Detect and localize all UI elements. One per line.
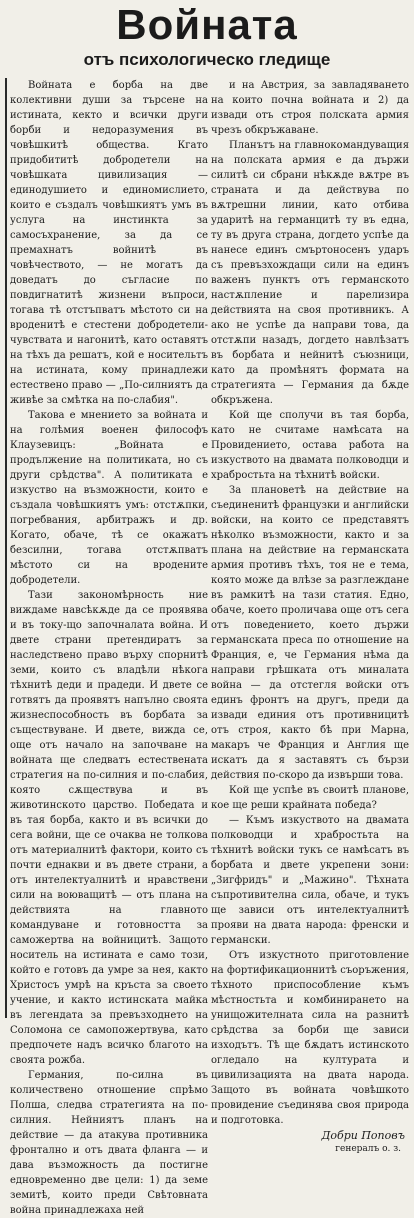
paragraph: Планътъ на главнокомандуващия на полската армия е да държи силитѣ си сбрани нѣкѫде вѫтре въ страната и да действува по вѫтрешни линии, като отбива ударитѣ на германцитѣ ту въ една, ту въ друга страна, догдето успѣе да нанесе единъ смъртоносенъ ударъ съ превъзхождащи сили на единъ важенъ пунктъ отъ германското настѫпление и парелизира действията на своя противникъ. А ако не успѣе да направи това, да отстѫпи назадъ, догдето навлѣзатъ въ борбата и нейнитѣ съюзници, като да промѣнятъ формата на стратегията — Германия да бѫде обкръжена. xyxy=(211,140,409,406)
paragraph: Германия, по-силна въ количествено отношение спрѣмо Полша, следва стратегията на по-силния. Нейниятъ планъ на действие — да атакува противника фронтално и отъ двата фланга — и дава възможность да постигне едновременно две цели: 1) да земе земитѣ, които преди Свѣтовната война принадлежаха ней xyxy=(10,1070,208,1216)
paragraph: и на Австрия, за завладяването на които почна войната и 2) да извади отъ строя полската армия чрезъ обкръжаване. xyxy=(211,80,409,136)
column-rule xyxy=(5,78,7,1018)
paragraph: За плановетѣ на действие на съединенитѣ французки и английски войски, на които се представятъ нѣколко възможности, както и за плана на действие на германската армия противъ тѣхъ, тоя не е тема, която може да влѣзе за разглеждане въ рамкитѣ на тази статия. Едно, обаче, което проличава още отъ сега отъ поведението, което държи германската преса по отношение на Франция, е, че Германия нѣма да направи грѣшката отъ миналата война — да отстегля войски отъ единъ фронтъ на другъ, преди да извади единия отъ противницитѣ отъ строя, както бѣ при Марна, макаръ че Франция и Англия ще искатъ да я заставятъ съ бързи действия по-скоро да извърши това. xyxy=(211,485,409,781)
right-column xyxy=(211,78,409,1154)
paragraph: Тази закономѣрность ние виждаме навсѣкѫде да се проявява и въ току-що започналата война. И двете страни претендиратъ за наследствено право върху спорнитѣ земи, които съ владѣли нѣкога тѣхнитѣ деди и прадеди. И двете се готвятъ да проявятъ напълно своята жизнеспособность въ борбата за съществуване. И двете, вижда се, още отъ начало на започване на войната ще следватъ естествената стратегия на по-силния и по-слабия, която сѫществува и въ животинското царство. Победата и въ тая борба, както и въ всички до сега войни, ще се очаква не толкова отъ материалнитѣ фактори, които съ почти еднакви и въ двете страни, а отъ интелектуалнитѣ и нравствени сили на воюващитѣ — отъ плана на действията на главното командуване и готовността за саможертва на войницитѣ. Защото носитель на истината е само този, който е готовъ да умре за нея, както Христосъ умрѣ на кръста за своето учение, и както истинската майка въ легендата за превъзходнето на Соломона се самопожертвува, като предпочете надъ всичко благото на своята рожба. xyxy=(10,590,208,1066)
author-rank: генералъ о. з. xyxy=(335,1144,401,1154)
paragraph: Такова е мнението за войната и на голѣмия военен философъ Клаузевицъ: „Войната е продължение на политиката, но съ други срѣдства". А политиката е изкуство на възможности, които е създала човѣшкиятъ умъ: отстѫпки, погребвания, арбитражъ и др. Когато, обаче, тѣ се окажатъ безсилни, тогава отстѫпватъ мѣстото си на вродените добродетели. xyxy=(10,410,208,586)
author-signature: Добри Поповъ xyxy=(321,1129,405,1142)
paragraph: Кой ще сполучи въ тая борба, като не считаме намѣсата на Провидението, остава работа на изкуството на двамата полководци и храбростьта на тѣхнитѣ войски. xyxy=(211,410,409,481)
paragraph: Войната е борба на две колективни души за търсене на истината, кекто и всички други борби и недоразумения въ човѣшкитѣ общества. Кгато придобититѣ добродетели на човѣшката цивилизация — единодушието и единомислието, които е създалъ човѣшкиятъ умъ въ услуга на инстинкта за самосъхранение, за да се премахнатъ войнитѣ въ човѣчеството, — не могатъ да доведатъ до съгласие по повдигнатитѣ жизнени въпроси, тогава тѣ отстъпватъ мѣстото си на вроденитѣ е стестени добродетели-чувствата и нагонитѣ, като оставятъ на тѣхъ да решатъ, кой е носительтъ на истината, кому принадлежи естествено право — „По-силниятъ да живѣе за смѣтка на по-слабия". xyxy=(10,80,208,406)
paragraph: — Къмъ изкуството на двамата полководци и храбростьта на тѣхнитѣ войски тукъ се намѣсатъ въ борбата и двете укрепени зони: „Зигфридъ" и „Мажино". Тѣхната съпротивителна сила, обаче, и тукъ ще зависи отъ интелектуалнитѣ прояви на двата народа: френски и германски. xyxy=(211,815,409,946)
paragraph: Отъ изкустното приготовление на фортификационнитѣ съоръжения, тѣхното приспособление къмъ мѣстностьта и комбинирането на унищожителната сила на разнитѣ срѣдства за борби ще зависи изходътъ. Тѣ ще бѫдатъ истинското огледало на културата и цивилизацията на двата народа. Защото въ войната човѣшкото провидение съединява своя природа и подготовка. xyxy=(211,950,409,1126)
paragraph: Кой ще успѣе въ своитѣ планове, кое ще реши крайната победа? xyxy=(211,785,409,811)
article-subtitle: отъ психологическо гледище xyxy=(83,50,331,69)
left-column xyxy=(10,78,208,1216)
article-title: Войната xyxy=(116,1,298,48)
